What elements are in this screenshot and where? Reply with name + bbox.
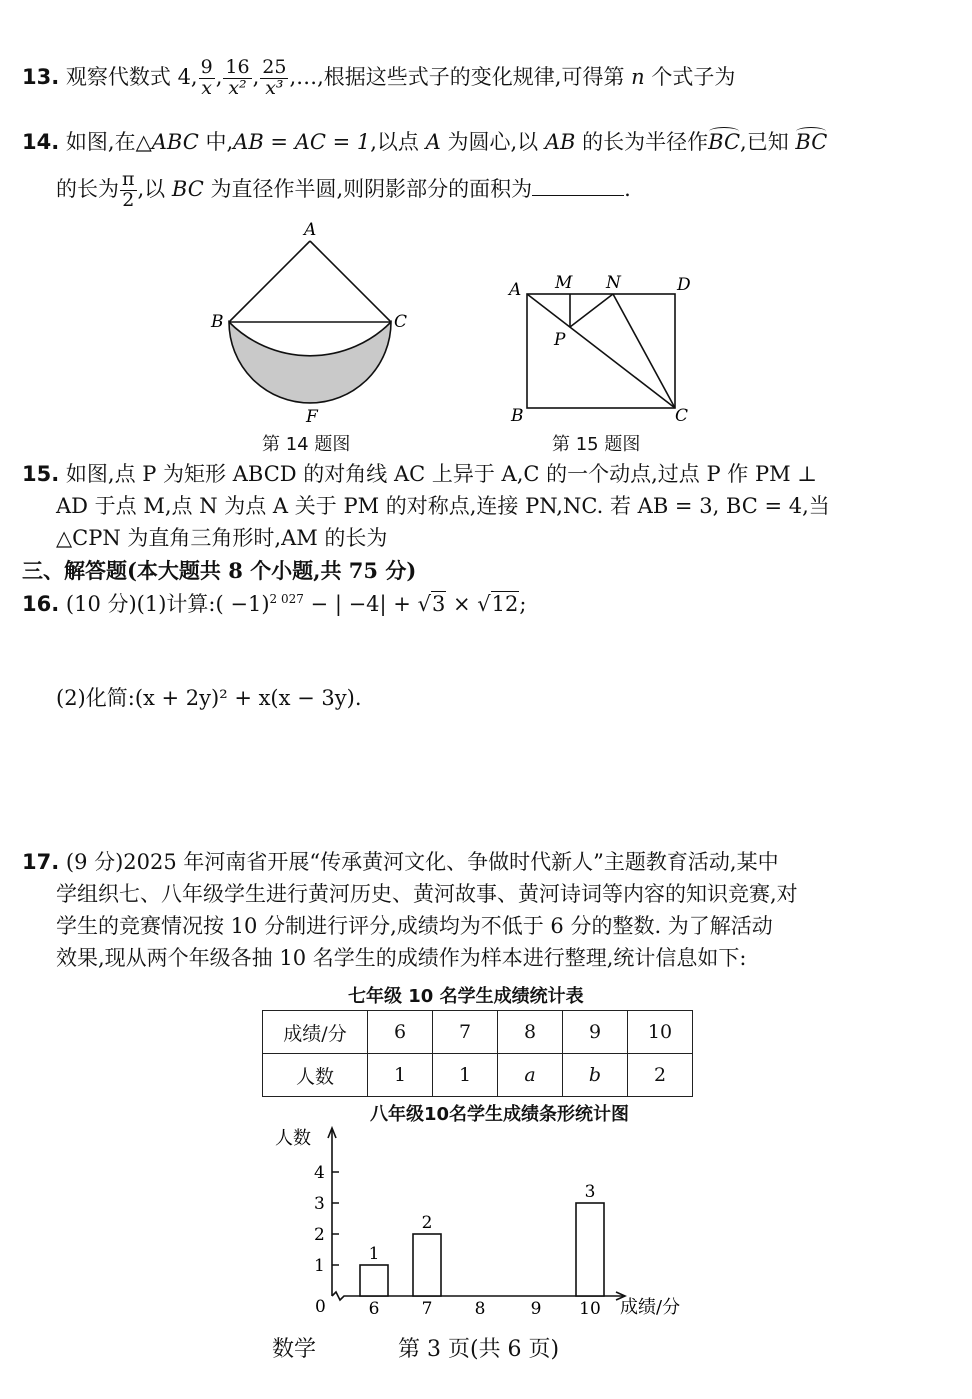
q14-answer-blank[interactable]	[532, 175, 624, 196]
fig15-label-p: P	[554, 330, 566, 350]
fig15-label-m: M	[555, 273, 573, 293]
table-cell: 7	[433, 1011, 498, 1054]
q13-var: n	[631, 64, 645, 89]
q13-frac-1: $\frac{9}{x}$	[200, 56, 213, 99]
q16-part-2	[56, 686, 362, 711]
q14-var: AB	[544, 130, 576, 154]
q14-var: AB = AC = 1	[233, 130, 371, 154]
q14-arc-bc: BC	[708, 130, 741, 154]
q15-line-3	[56, 526, 387, 551]
q16-sqrt-3: 3	[431, 592, 446, 616]
q13-frac-2: $\frac{16}{\text{x²}}$	[225, 56, 250, 99]
fig15-line-nc	[613, 294, 675, 408]
q16-text: (2)化简:(x + 2y)² + x(x − 3y).	[56, 686, 362, 710]
chart-x-tick-label: 10	[579, 1299, 601, 1319]
q15-text: 如图,点 P 为矩形 ABCD 的对角线 AC 上异于 A,C 的一个动点,过点 P 作 PM ⊥	[65, 462, 818, 486]
q13-number: 13.	[22, 64, 60, 89]
table7-title: 七年级 10 名学生成绩统计表	[348, 986, 584, 1007]
fig14-line-ab	[229, 241, 310, 322]
fig15-label-c: C	[675, 406, 689, 426]
q14-text: 为直径作半圆,则阴影部分的面积为	[210, 176, 533, 201]
fig15-label-b: B	[511, 406, 524, 426]
table-row	[263, 1011, 693, 1054]
fig14-line-ac	[310, 241, 391, 322]
fig15-diagonal-ac	[527, 294, 675, 408]
q13-post2: 个式子为	[651, 64, 736, 89]
q16-text: (10 分)(1)计算:( −1)	[65, 592, 270, 616]
table-cell: 成绩/分	[263, 1011, 368, 1054]
q13-post: ,…,根据这些式子的变化规律,可得第	[289, 64, 625, 89]
table-cell: 2	[628, 1054, 693, 1097]
q14-line-1	[22, 130, 827, 155]
q15-text: △CPN 为直角三角形时,AM 的长为	[56, 526, 388, 550]
q14-text: 为圆心,以	[447, 130, 539, 154]
q17-number: 17.	[22, 850, 60, 874]
q14-number: 14.	[22, 130, 60, 154]
q17-line-4	[56, 946, 747, 971]
q14-text: ,已知	[740, 130, 789, 154]
q15-number: 15.	[22, 462, 60, 486]
q13-frac-3: $\frac{25}{\text{x³}}$	[262, 56, 287, 99]
table-cell: 8	[498, 1011, 563, 1054]
q17-line-3	[56, 914, 773, 939]
q16-text: ×	[446, 592, 478, 616]
q13-text: 13. 观察代数式 4, $\frac{9}{x}$ , $\frac{16}{\text{x²}}$ , $\frac{25}{\text{x³}}$ ,…,根据这些式子的变化规律,可得第 n 个式子为	[22, 56, 736, 99]
q16-text: − | −4| +	[303, 592, 418, 616]
q17-line-2	[56, 882, 798, 907]
q15-text: AD 于点 M,点 N 为点 A 关于 PM 的对称点,连接 PN,NC. 若 AB = 3, BC = 4,当	[56, 494, 830, 518]
q16-part-1: 16. (10 分)(1)计算:( −1)$^{2 027}$ − | −4| + √3 × √12;	[22, 592, 527, 616]
footer-page: 第 3 页(共 6 页)	[398, 1337, 560, 1362]
chart-data-label: 2	[421, 1213, 433, 1233]
table-cell: a	[498, 1054, 563, 1097]
chart-y-label: 人数	[275, 1128, 311, 1149]
q14-line-2	[56, 170, 631, 211]
footer-subject: 数学	[272, 1337, 317, 1362]
chart-x-label: 成绩/分	[620, 1297, 681, 1318]
chart-origin-label: 0	[315, 1297, 326, 1317]
chart-y-tick-label: 4	[314, 1163, 325, 1183]
section-3-heading: 三、解答题(本大题共 8 个小题,共 75 分)	[22, 558, 417, 583]
q14-var: ABC	[151, 130, 199, 154]
q14-text: .	[624, 176, 631, 201]
chart-y-tick-label: 2	[314, 1225, 325, 1245]
q17-line-1	[22, 850, 779, 875]
q15-line-2	[56, 494, 830, 519]
fig15-label-n: N	[606, 273, 621, 293]
chart-x-tick-label: 6	[368, 1299, 380, 1319]
table-cell: b	[563, 1054, 628, 1097]
q14-text: 的长为	[56, 176, 119, 201]
q16-number: 16.	[22, 592, 60, 616]
q14-var: BC	[171, 176, 204, 201]
q16-text: ;	[519, 592, 527, 616]
chart-bar	[576, 1203, 604, 1296]
q16-exponent: 2 027	[269, 592, 304, 606]
q14-text: ,以点	[370, 130, 419, 154]
chart-x-tick-label: 9	[530, 1299, 542, 1319]
fig14-label-b: B	[211, 312, 224, 332]
q16-sqrt-12: 12	[491, 592, 519, 616]
table-cell: 10	[628, 1011, 693, 1054]
q14-text: 如图,在△	[65, 130, 152, 154]
chart-y-tick-label: 3	[314, 1194, 325, 1214]
chart-bar	[413, 1234, 441, 1296]
chart-title: 八年级10名学生成绩条形统计图	[370, 1104, 630, 1125]
q14-var: A	[425, 130, 441, 154]
fig14-diagram	[200, 215, 420, 430]
chart-data-label: 1	[368, 1244, 380, 1264]
table-cell: 人数	[263, 1054, 368, 1097]
fig15-caption: 第 15 题图	[552, 434, 641, 455]
q14-text: ,以	[137, 176, 166, 201]
table-cell: 6	[368, 1011, 433, 1054]
q17-text: 学组织七、八年级学生进行黄河历史、黄河故事、黄河诗词等内容的知识竞赛,对	[56, 882, 798, 906]
chart-data-label: 3	[584, 1182, 596, 1202]
fig14-label-c: C	[394, 312, 408, 332]
q17-text: (9 分)2025 年河南省开展“传承黄河文化、争做时代新人”主题教育活动,某中	[65, 850, 779, 874]
q13-pre: 观察代数式 4,	[65, 64, 198, 89]
chart-x-tick-label: 7	[421, 1299, 433, 1319]
table-cell: 1	[433, 1054, 498, 1097]
table-cell: 9	[563, 1011, 628, 1054]
q14-text: 的长为半径作	[582, 130, 709, 154]
table-cell: 1	[368, 1054, 433, 1097]
q17-text: 学生的竞赛情况按 10 分制进行评分,成绩均为不低于 6 分的整数. 为了解活动	[56, 914, 773, 938]
fig14-shaded-region	[229, 322, 391, 403]
chart-bar	[360, 1265, 388, 1296]
table7	[262, 1010, 693, 1097]
fig14-label-a: A	[304, 220, 317, 240]
bar-chart	[270, 1120, 710, 1330]
chart-x-tick-label: 8	[474, 1299, 486, 1319]
fig14-label-f: F	[306, 407, 318, 427]
q14-arc-bc: BC	[795, 130, 828, 154]
q17-text: 效果,现从两个年级各抽 10 名学生的成绩作为样本进行整理,统计信息如下:	[56, 946, 747, 970]
fig15-label-a: A	[509, 280, 522, 300]
q14-frac: $\frac{\pi}{2}$	[122, 168, 135, 211]
q14-text: 中,	[205, 130, 234, 154]
chart-y-tick-label: 1	[314, 1256, 325, 1276]
fig15-label-d: D	[677, 275, 691, 295]
fig14-caption: 第 14 题图	[262, 434, 351, 455]
fig15-diagram	[500, 268, 710, 428]
q15-line-1	[22, 462, 817, 487]
fig15-line-pn	[570, 294, 613, 327]
table-row	[263, 1054, 693, 1097]
